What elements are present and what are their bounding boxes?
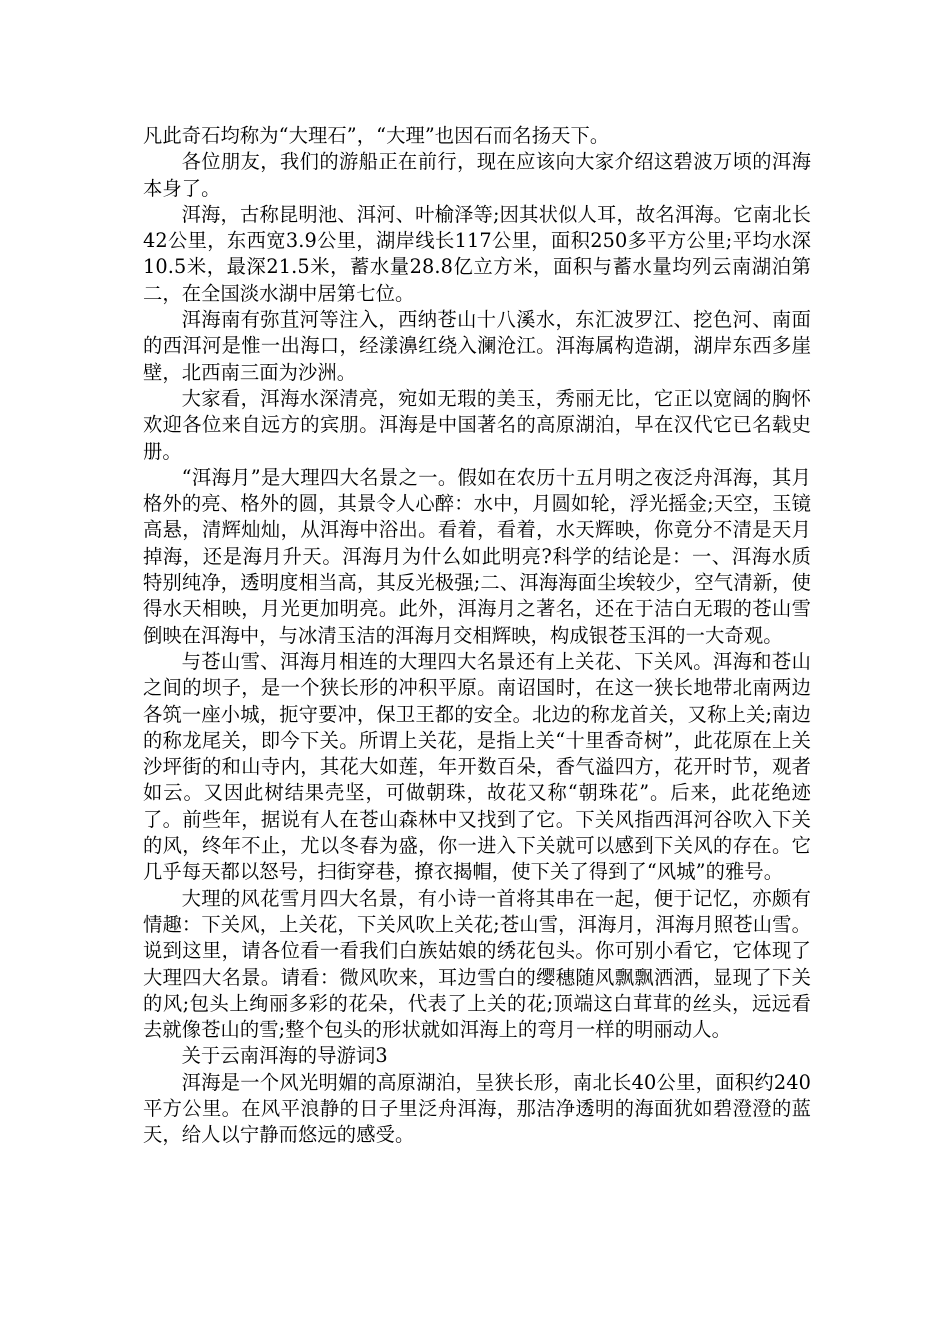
paragraph-erhai-rivers: 洱海南有弥苴河等注入，西纳苍山十八溪水，东汇波罗江、挖色河、南面的西洱河是惟一出海口，经漾濞红绕入澜沧江。洱海属构造湖，湖岸东西多崖壁，北西南三面为沙洲。 bbox=[143, 308, 811, 384]
paragraph-flower-wind: 与苍山雪、洱海月相连的大理四大名景还有上关花、下关风。洱海和苍山之间的坝子，是一个狭长形的冲积平原。南诏国时，在这一狭长地带北南两边各筑一座小城，扼守要冲，保卫王都的安全。北边的称龙首关，又称上关;南边的称龙尾关，即今下关。所谓上关花，是指上关“十里香奇树”，此花原在上关沙坪街的和山寺内，其花大如莲，年开数百朵，香气溢四方，花开时节，观者如云。又因此树结果壳坚，可做朝珠，故花又称“朝珠花”。后来，此花绝迹了。前些年，据说有人在苍山森林中又找到了它。下关风指西洱河谷吹入下关的风，终年不止，尤以冬春为盛，你一进入下关就可以感到下关风的存在。它几乎每天都以怒号，扫街穿巷，撩衣揭帽，使下关了得到了“风城”的雅号。 bbox=[143, 649, 811, 884]
paragraph-four-scenes: 大理的风花雪月四大名景，有小诗一首将其串在一起，便于记忆，亦颇有情趣：下关风，上关花，下关风吹上关花;苍山雪，洱海月，洱海月照苍山雪。说到这里，请各位看一看我们白族姑娘的绣花包头。你可别小看它，它体现了大理四大名景。请看：微风吹来，耳边雪白的缨穗随风飘飘洒洒，显现了下关的风;包头上绚丽多彩的花朵，代表了上关的花;顶端这白茸茸的丝头，远远看去就像苍山的雪;整个包头的形状就如洱海上的弯月一样的明丽动人。 bbox=[143, 886, 811, 1042]
document-page bbox=[143, 123, 811, 1149]
paragraph-erhai-view: 大家看，洱海水深清亮，宛如无瑕的美玉，秀丽无比，它正以宽阔的胸怀欢迎各位来自远方的宾朋。洱海是中国著名的高原湖泊，早在汉代它已名载史册。 bbox=[143, 386, 811, 463]
section-heading: 关于云南洱海的导游词3 bbox=[181, 1044, 388, 1068]
paragraph-erhai-facts: 洱海，古称昆明池、洱河、叶榆泽等;因其状似人耳，故名洱海。它南北长42公里，东西宽3.9公里，湖岸线长117公里，面积250多平方公里;平均水深10.5米，最深21.5米，蓄水量28.8亿立方米，面积与蓄水量均列云南湖泊第二，在全国淡水湖中居第七位。 bbox=[143, 202, 811, 305]
paragraph-marble-ending: 凡此奇石均称为“大理石”，“大理”也因石而名扬天下。 bbox=[143, 124, 610, 147]
paragraph-erhai-intro: 各位朋友，我们的游船正在前行，现在应该向大家介绍这碧波万顷的洱海本身了。 bbox=[143, 150, 811, 200]
paragraph-erhai-lake: 洱海是一个风光明媚的高原湖泊，呈狭长形，南北长40公里，面积约240平方公里。在风平浪静的日子里泛舟洱海，那洁净透明的海面犹如碧澄澄的蓝天，给人以宁静而悠远的感受。 bbox=[143, 1070, 811, 1147]
paragraph-erhai-moon: “洱海月”是大理四大名景之一。假如在农历十五月明之夜泛舟洱海，其月格外的亮、格外的圆，其景令人心醉：水中，月圆如轮，浮光摇金;天空，玉镜高悬，清辉灿灿，从洱海中浴出。看着，看着，水天辉映，你竟分不清是天月掉海，还是海月升天。洱海月为什么如此明亮?科学的结论是：一、洱海水质特别纯净，透明度相当高，其反光极强;二、洱海海面尘埃较少，空气清新，使得水天相映，月光更加明亮。此外，洱海月之著名，还在于洁白无瑕的苍山雪倒映在洱海中，与冰清玉洁的洱海月交相辉映，构成银苍玉洱的一大奇观。 bbox=[143, 465, 811, 647]
